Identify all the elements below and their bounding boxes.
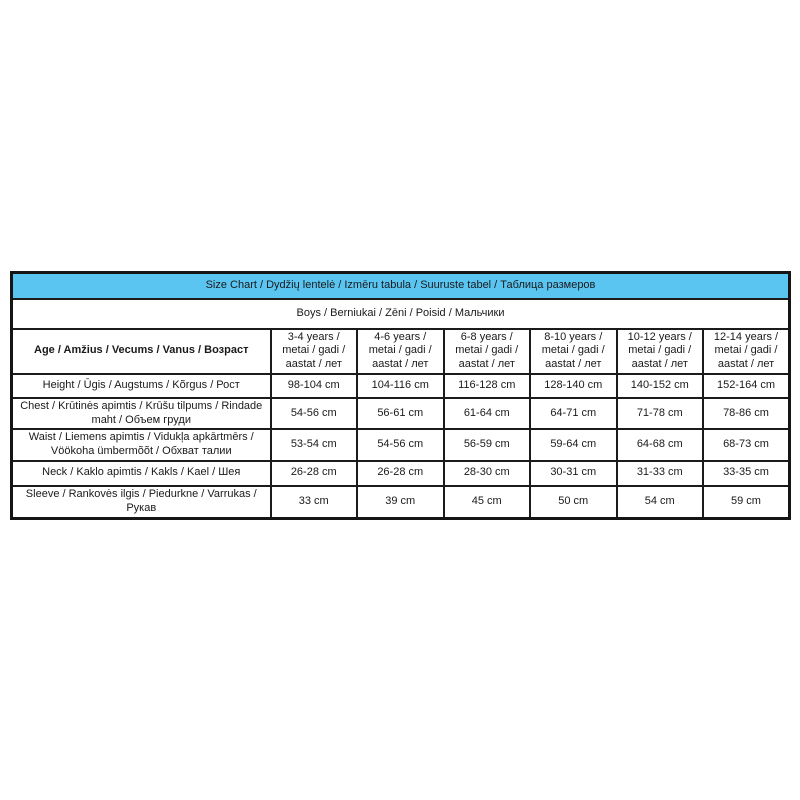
- value-cell: 30-31 cm: [530, 461, 617, 486]
- value-cell: 54 cm: [617, 486, 704, 519]
- value-cell: 59 cm: [703, 486, 790, 519]
- row-label-sleeve: Sleeve / Rankovės ilgis / Piedurkne / Varrukas / Рукав: [12, 486, 271, 519]
- age-row-label-header: Age / Amžius / Vecums / Vanus / Возраст: [12, 329, 271, 374]
- value-cell: 26-28 cm: [357, 461, 444, 486]
- value-cell: 28-30 cm: [444, 461, 531, 486]
- value-cell: 98-104 cm: [271, 374, 358, 398]
- chart-title: Size Chart / Dydžių lentelė / Izmēru tabula / Suuruste tabel / Таблица размеров: [12, 273, 790, 299]
- group-row: [12, 299, 790, 329]
- value-cell: 61-64 cm: [444, 398, 531, 430]
- title-row: [12, 273, 790, 299]
- value-cell: 78-86 cm: [703, 398, 790, 430]
- value-cell: 59-64 cm: [530, 429, 617, 461]
- table-row-height: [12, 374, 790, 398]
- table-row-waist: [12, 429, 790, 461]
- value-cell: 33 cm: [271, 486, 358, 519]
- column-header-row: [12, 329, 790, 374]
- column-header-3-4-years: 3-4 years / metai / gadi / aastat / лет: [271, 329, 358, 374]
- row-label-height: Height / Ūgis / Augstums / Kõrgus / Рост: [12, 374, 271, 398]
- value-cell: 45 cm: [444, 486, 531, 519]
- column-header-12-14-years: 12-14 years / metai / gadi / aastat / лет: [703, 329, 790, 374]
- row-label-waist: Waist / Liemens apimtis / Vidukļa apkārtmērs / Vöökoha ümbermõõt / Обхват талии: [12, 429, 271, 461]
- value-cell: 33-35 cm: [703, 461, 790, 486]
- value-cell: 53-54 cm: [271, 429, 358, 461]
- size-chart-table: [10, 271, 791, 520]
- value-cell: 54-56 cm: [357, 429, 444, 461]
- value-cell: 64-71 cm: [530, 398, 617, 430]
- table-row-neck: [12, 461, 790, 486]
- table-row-chest: [12, 398, 790, 430]
- table-row-sleeve: [12, 486, 790, 519]
- value-cell: 26-28 cm: [271, 461, 358, 486]
- value-cell: 71-78 cm: [617, 398, 704, 430]
- column-header-10-12-years: 10-12 years / metai / gadi / aastat / лет: [617, 329, 704, 374]
- column-header-8-10-years: 8-10 years / metai / gadi / aastat / лет: [530, 329, 617, 374]
- column-header-6-8-years: 6-8 years / metai / gadi / aastat / лет: [444, 329, 531, 374]
- column-header-4-6-years: 4-6 years / metai / gadi / aastat / лет: [357, 329, 444, 374]
- value-cell: 31-33 cm: [617, 461, 704, 486]
- value-cell: 116-128 cm: [444, 374, 531, 398]
- row-label-neck: Neck / Kaklo apimtis / Kakls / Kael / Шея: [12, 461, 271, 486]
- value-cell: 140-152 cm: [617, 374, 704, 398]
- value-cell: 128-140 cm: [530, 374, 617, 398]
- value-cell: 64-68 cm: [617, 429, 704, 461]
- value-cell: 39 cm: [357, 486, 444, 519]
- value-cell: 56-61 cm: [357, 398, 444, 430]
- value-cell: 54-56 cm: [271, 398, 358, 430]
- value-cell: 68-73 cm: [703, 429, 790, 461]
- group-header: Boys / Berniukai / Zēni / Poisid / Мальчики: [12, 299, 790, 329]
- value-cell: 104-116 cm: [357, 374, 444, 398]
- value-cell: 56-59 cm: [444, 429, 531, 461]
- row-label-chest: Chest / Krūtinės apimtis / Krūšu tilpums / Rindade maht / Объем груди: [12, 398, 271, 430]
- value-cell: 152-164 cm: [703, 374, 790, 398]
- value-cell: 50 cm: [530, 486, 617, 519]
